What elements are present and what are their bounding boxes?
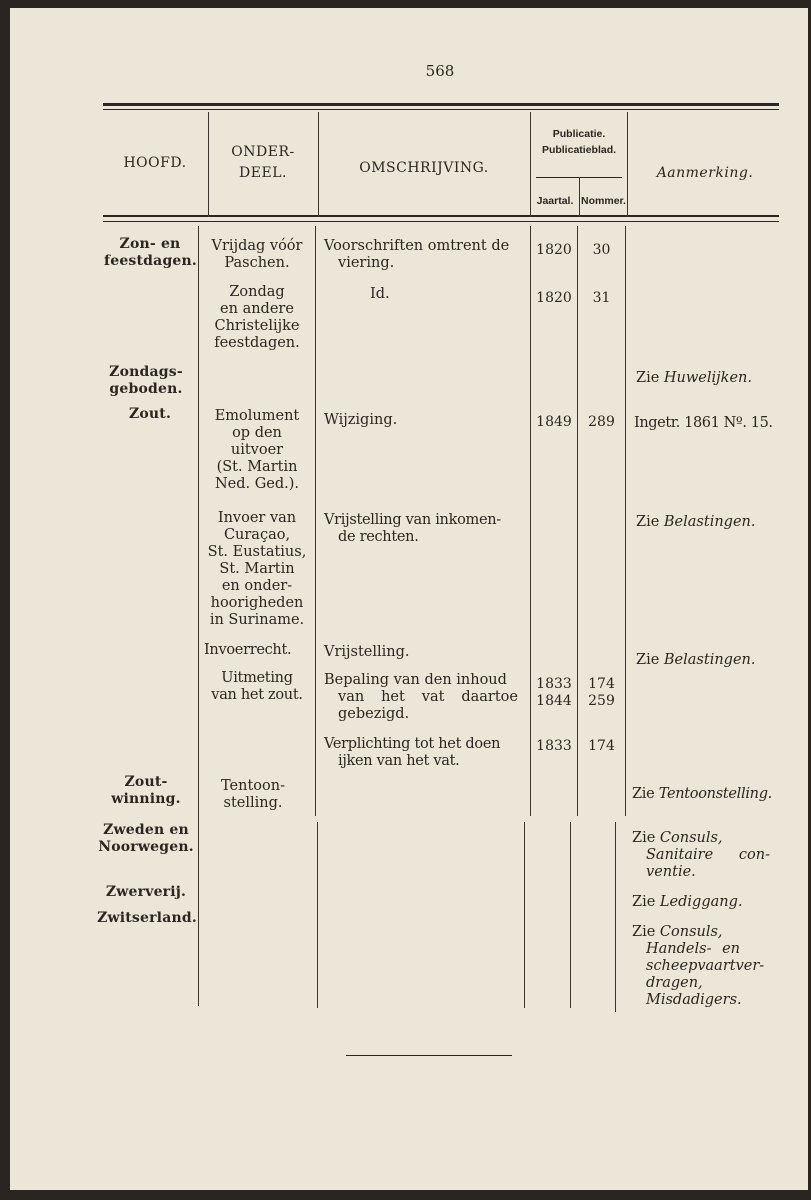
jaartal-1833-1844	[531, 676, 577, 710]
page	[10, 8, 808, 1190]
jaartal-1820: 1820	[536, 290, 572, 306]
onderdeel-zondag	[200, 284, 314, 352]
nommer-30: 30	[592, 242, 611, 258]
header-onderdeel-line: DEEL.	[239, 165, 287, 181]
hoofd-zondagsgeboden	[100, 364, 192, 398]
column-divider	[625, 226, 626, 816]
onderdeel-line: en onder-	[221, 578, 293, 594]
column-divider	[524, 822, 525, 1008]
aanmerking-line: dragen,	[646, 975, 703, 991]
jaartal-1849: 1849	[536, 414, 572, 430]
onderdeel-line: Curaçao,	[223, 527, 291, 543]
aanmerking-line: Misdadigers.	[646, 992, 742, 1008]
jaartal-line: 1844	[536, 693, 572, 709]
omschrijving-id: Id.	[370, 286, 390, 302]
hoofd-line: geboden.	[109, 381, 183, 397]
omschrijving-line: Bepaling van den inhoud	[324, 672, 507, 688]
aanmerking-ref: con-	[738, 847, 770, 863]
header-hoofd: HOOFD.	[123, 155, 187, 171]
omschrijving-wijziging: Wijziging.	[324, 412, 398, 428]
aanmerking-ref: en	[722, 941, 740, 957]
onderdeel-line: Zondag	[229, 284, 285, 300]
omschrijving-bepaling	[324, 672, 518, 723]
onderdeel-line: uitvoer	[230, 442, 284, 458]
onderdeel-line: van het zout.	[211, 687, 303, 703]
aanmerking-zie: Zie	[636, 370, 664, 386]
hoofd-zon-en-feestdagen	[104, 236, 196, 270]
onderdeel-invoer	[200, 510, 314, 629]
onderdeel-line: Uitmeting	[221, 670, 293, 686]
page-number: 568	[425, 62, 455, 80]
omschrijving-line: viering.	[338, 255, 395, 271]
hoofd-line: winning.	[111, 791, 181, 807]
header-publicatie	[530, 126, 628, 158]
column-divider	[577, 226, 578, 816]
onderdeel-line: Ned. Ged.).	[214, 476, 300, 492]
column-divider	[208, 112, 209, 217]
aanmerking-zie: Zie	[632, 830, 660, 846]
omschrijving-line: ijken van het vat.	[338, 753, 460, 769]
onderdeel-line: Vrijdag vóór	[211, 238, 303, 254]
hoofd-line: feestdagen.	[104, 253, 197, 269]
publicatie-underline	[536, 177, 622, 178]
omschrijving-line: Vrijstelling van inkomen-	[324, 512, 501, 528]
header-publicatie-line: Publicatie.	[552, 128, 606, 140]
hoofd-line: Zondags-	[109, 364, 183, 380]
onderdeel-line: en andere	[220, 301, 294, 317]
onderdeel-line: feestdagen.	[214, 335, 300, 351]
aanmerking-huwelijken	[636, 370, 786, 387]
aanmerking-consuls-handels	[632, 924, 782, 1009]
jaartal-1820: 1820	[536, 242, 572, 258]
column-divider	[318, 112, 319, 217]
column-divider	[317, 822, 318, 1008]
bottom-rule	[346, 1055, 512, 1056]
onderdeel-line: op den	[232, 425, 282, 441]
aanmerking-line: scheepvaartver-	[646, 958, 765, 974]
aanmerking-line: ventie.	[646, 864, 696, 880]
aanmerking-ref: Consuls,	[659, 924, 723, 940]
aanmerking-belastingen	[636, 514, 786, 531]
hoofd-line: Zweden en	[103, 822, 189, 838]
header-jaartal: Jaartal.	[536, 195, 574, 207]
hoofd-line: Noorwegen.	[98, 839, 194, 855]
omschrijving-line: van het vat daartoe	[338, 689, 518, 705]
column-divider	[615, 822, 616, 1012]
onderdeel-line: stelling.	[223, 795, 283, 811]
omschrijving-verplichting	[324, 736, 528, 770]
nommer-174: 174	[588, 738, 615, 754]
onderdeel-line: Emolument	[214, 408, 300, 424]
nommer-31: 31	[592, 290, 611, 306]
aanmerking-lediggang	[632, 894, 782, 911]
onderdeel-line: (St. Martin	[216, 459, 298, 475]
aanmerking-consuls-sanitaire	[632, 830, 782, 881]
top-double-rule	[103, 103, 779, 106]
nommer-line: 174	[588, 676, 615, 692]
aanmerking-ref: Huwelijken.	[663, 370, 752, 386]
onderdeel-line: Invoer van	[217, 510, 297, 526]
hoofd-zwerverij: Zwerverij.	[105, 884, 187, 900]
header-bottom-rule	[103, 215, 779, 217]
jaartal-line: 1833	[536, 676, 572, 692]
header-bottom-rule-thin	[103, 221, 779, 222]
aanmerking-line	[632, 941, 740, 958]
onderdeel-line: St. Martin	[219, 561, 295, 577]
aanmerking-ref: Lediggang.	[659, 894, 743, 910]
header-omschrijving: OMSCHRIJVING.	[359, 160, 489, 176]
aanmerking-ref: Consuls,	[659, 830, 723, 846]
nommer-174-259	[578, 676, 625, 710]
omschrijving-voorschriften	[324, 238, 526, 272]
omschrijving-vrijstelling: Vrijstelling.	[324, 644, 410, 660]
header-aanmerking: Aanmerking.	[656, 165, 754, 181]
column-divider	[198, 226, 199, 1006]
aanmerking-belastingen	[636, 652, 786, 669]
aanmerking-line	[632, 847, 770, 864]
onderdeel-invoerrecht: Invoerrecht.	[204, 642, 292, 658]
onderdeel-line: Paschen.	[224, 255, 290, 271]
jaartal-1833: 1833	[536, 738, 572, 754]
omschrijving-vrijstelling-inkomende	[324, 512, 528, 546]
hoofd-line: Zon- en	[119, 236, 181, 252]
aanmerking-zie: Zie	[632, 924, 660, 940]
onderdeel-line: in Suriname.	[209, 612, 305, 628]
hoofd-zweden-en-noorwegen	[96, 822, 196, 856]
aanmerking-ref: Belastingen.	[663, 514, 756, 530]
onderdeel-line: Christelijke	[214, 318, 300, 334]
header-onderdeel	[210, 142, 316, 184]
hoofd-zout: Zout.	[128, 406, 172, 422]
onderdeel-emolument	[200, 408, 314, 493]
omschrijving-line: gebezigd.	[338, 706, 410, 722]
header-publicatieblad-line: Publicatieblad.	[541, 144, 617, 156]
omschrijving-line: Voorschriften omtrent de	[324, 238, 510, 254]
onderdeel-uitmeting	[200, 670, 314, 704]
nommer-line: 259	[588, 693, 615, 709]
aanmerking-tentoonstelling	[632, 786, 792, 803]
omschrijving-line: de rechten.	[338, 529, 419, 545]
aanmerking-ref: Tentoonstelling.	[658, 786, 772, 802]
nommer-289: 289	[588, 414, 615, 430]
aanmerking-ref: Sanitaire	[646, 847, 714, 863]
column-divider	[315, 226, 316, 816]
onderdeel-line: hoorigheden	[210, 595, 304, 611]
hoofd-zoutwinning	[100, 774, 192, 808]
column-divider	[570, 822, 571, 1008]
onderdeel-vrijdag	[200, 238, 314, 272]
aanmerking-ref: Handels-	[646, 941, 712, 957]
aanmerking-ingetr: Ingetr. 1861 Nº. 15.	[634, 415, 773, 431]
aanmerking-zie: Zie	[636, 514, 664, 530]
aanmerking-zie: Zie	[632, 894, 660, 910]
omschrijving-line: Verplichting tot het doen	[324, 736, 501, 752]
onderdeel-line: Tentoon-	[221, 778, 285, 794]
hoofd-zwitserland: Zwitserland.	[97, 910, 197, 926]
onderdeel-line: St. Eustatius,	[207, 544, 307, 560]
header-onderdeel-line: ONDER-	[231, 144, 295, 160]
top-double-rule-thin	[103, 109, 779, 110]
column-divider	[530, 226, 531, 816]
aanmerking-zie: Zie	[636, 652, 664, 668]
aanmerking-zie: Zie	[632, 786, 659, 802]
header-nommer: Nommer.	[581, 195, 626, 207]
hoofd-line: Zout-	[124, 774, 168, 790]
onderdeel-tentoonstelling	[196, 778, 310, 812]
aanmerking-ref: Belastingen.	[663, 652, 756, 668]
